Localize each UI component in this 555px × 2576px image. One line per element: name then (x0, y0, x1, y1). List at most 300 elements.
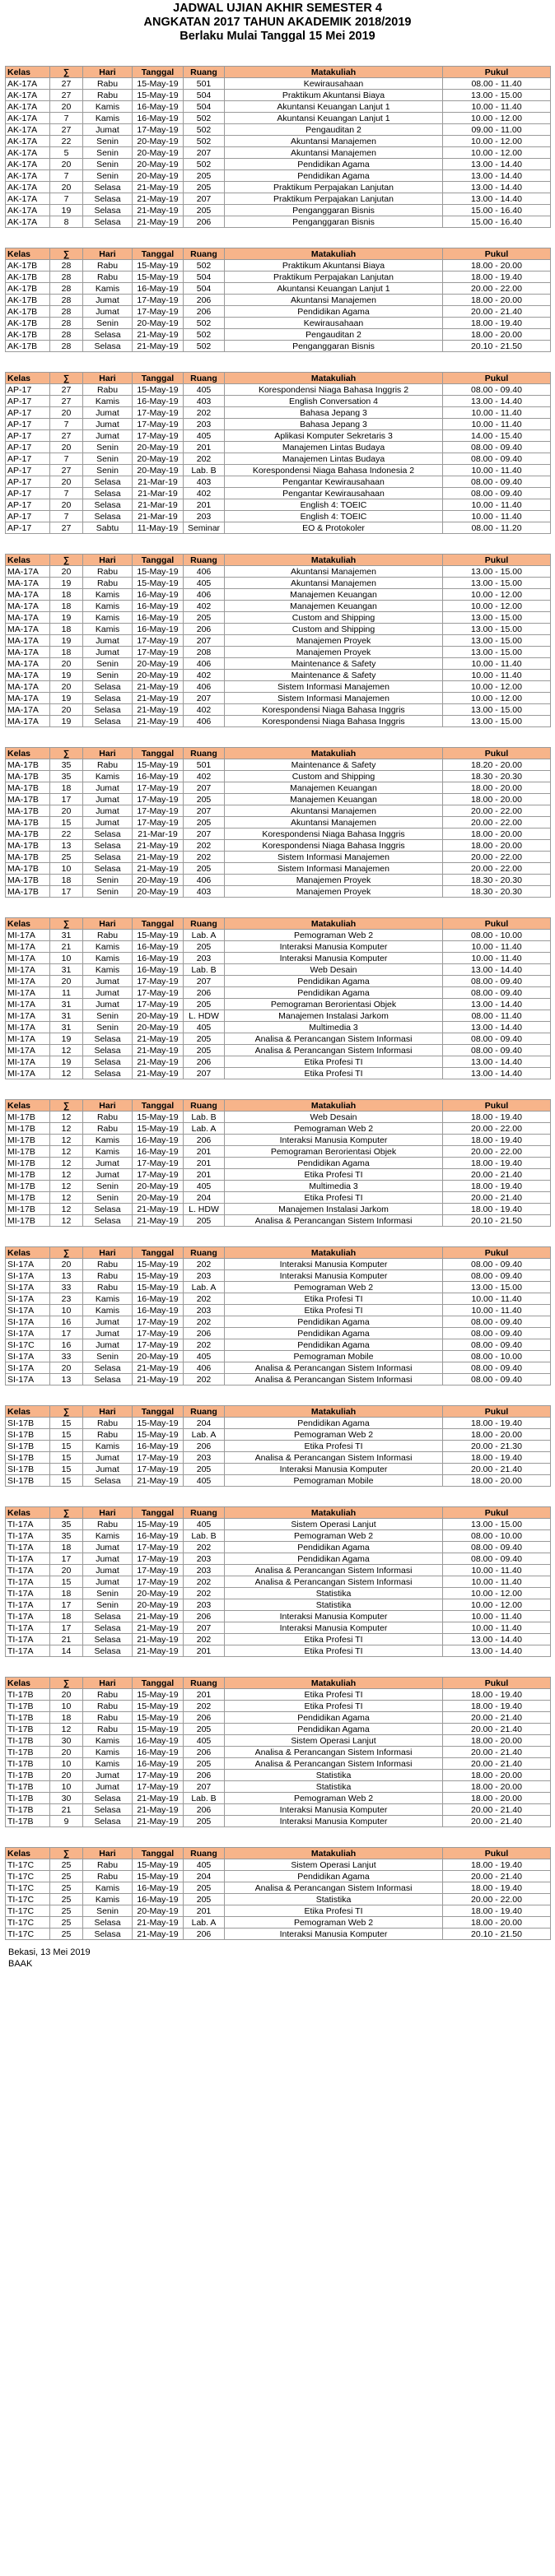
cell-pukul: 10.00 - 11.40 (443, 670, 551, 681)
cell-pukul: 08.00 - 10.00 (443, 1530, 551, 1542)
table-row (6, 1701, 551, 1712)
cell-matakuliah: Pendidikan Agama (225, 1712, 443, 1724)
cell-ruang: 502 (184, 260, 225, 272)
cell-kelas: AK-17B (6, 306, 50, 318)
cell-tanggal: 17-May-19 (133, 295, 184, 306)
cell-pukul: 18.30 - 20.30 (443, 875, 551, 886)
table-row (6, 318, 551, 329)
cell-jumlah: 19 (50, 612, 83, 624)
cell-hari: Senin (83, 442, 133, 453)
table-row (6, 1622, 551, 1634)
cell-tanggal: 17-May-19 (133, 1316, 184, 1328)
cell-matakuliah: Manajemen Keuangan (225, 794, 443, 805)
cell-tanggal: 17-May-19 (133, 976, 184, 987)
cell-hari: Rabu (83, 1112, 133, 1123)
cell-pukul: 20.00 - 21.40 (443, 1804, 551, 1816)
cell-tanggal: 16-May-19 (133, 589, 184, 601)
cell-matakuliah: Statistika (225, 1599, 443, 1611)
cell-kelas: TI-17B (6, 1781, 50, 1793)
cell-tanggal: 17-May-19 (133, 1339, 184, 1351)
table-row (6, 1929, 551, 1940)
cell-tanggal: 17-May-19 (133, 987, 184, 999)
column-header-tanggal: Tanggal (133, 1507, 184, 1519)
column-header-hari: Hari (83, 1247, 133, 1259)
column-header-pukul: Pukul (443, 248, 551, 260)
schedule-table (5, 917, 551, 1079)
cell-ruang: 206 (184, 1747, 225, 1758)
cell-ruang: 207 (184, 693, 225, 704)
cell-ruang: 207 (184, 805, 225, 817)
cell-hari: Rabu (83, 1418, 133, 1429)
cell-ruang: 201 (184, 1905, 225, 1917)
cell-tanggal: 21-May-19 (133, 182, 184, 193)
cell-matakuliah: Korespondensi Niaga Bahasa Inggris (225, 704, 443, 716)
cell-hari: Kamis (83, 1894, 133, 1905)
cell-kelas: AK-17A (6, 124, 50, 136)
cell-tanggal: 21-May-19 (133, 1215, 184, 1227)
cell-tanggal: 15-May-19 (133, 1282, 184, 1293)
cell-jumlah: 15 (50, 1418, 83, 1429)
cell-ruang: 206 (184, 987, 225, 999)
cell-tanggal: 21-May-19 (133, 704, 184, 716)
cell-ruang: 405 (184, 384, 225, 396)
cell-jumlah: 27 (50, 465, 83, 476)
column-header-kelas: Kelas (6, 1247, 50, 1259)
cell-ruang: 201 (184, 442, 225, 453)
cell-tanggal: 21-May-19 (133, 840, 184, 852)
cell-ruang: 202 (184, 852, 225, 863)
column-header-ruang: Ruang (184, 748, 225, 759)
cell-tanggal: 16-May-19 (133, 283, 184, 295)
cell-pukul: 13.00 - 14.40 (443, 1645, 551, 1657)
cell-kelas: MI-17A (6, 1010, 50, 1022)
cell-pukul: 18.00 - 20.00 (443, 828, 551, 840)
table-row (6, 578, 551, 589)
cell-hari: Kamis (83, 601, 133, 612)
cell-ruang: 201 (184, 1146, 225, 1158)
cell-jumlah: 27 (50, 124, 83, 136)
cell-matakuliah: Analisa & Perancangan Sistem Informasi (225, 1758, 443, 1770)
cell-tanggal: 15-May-19 (133, 1429, 184, 1441)
cell-tanggal: 20-May-19 (133, 1351, 184, 1362)
cell-tanggal: 16-May-19 (133, 1441, 184, 1452)
cell-ruang: 501 (184, 78, 225, 90)
cell-jumlah: 12 (50, 1123, 83, 1135)
table-row (6, 953, 551, 964)
signatory: BAAK (8, 1959, 33, 1969)
cell-ruang: 205 (184, 1045, 225, 1056)
cell-kelas: TI-17B (6, 1816, 50, 1827)
cell-pukul: 18.00 - 19.40 (443, 318, 551, 329)
cell-jumlah: 23 (50, 1293, 83, 1305)
cell-kelas: MI-17B (6, 1135, 50, 1146)
cell-kelas: MA-17A (6, 693, 50, 704)
cell-hari: Jumat (83, 782, 133, 794)
column-header-ruang: Ruang (184, 1678, 225, 1689)
cell-tanggal: 17-May-19 (133, 782, 184, 794)
cell-hari: Rabu (83, 1123, 133, 1135)
cell-tanggal: 15-May-19 (133, 1871, 184, 1882)
cell-matakuliah: Korespondensi Niaga Bahasa Inggris (225, 828, 443, 840)
cell-hari: Rabu (83, 1259, 133, 1270)
cell-jumlah: 19 (50, 670, 83, 681)
cell-tanggal: 21-May-19 (133, 852, 184, 863)
cell-kelas: SI-17A (6, 1316, 50, 1328)
cell-matakuliah: Interaksi Manusia Komputer (225, 1816, 443, 1827)
cell-matakuliah: Multimedia 3 (225, 1181, 443, 1192)
cell-kelas: AP-17 (6, 384, 50, 396)
column-header-tanggal: Tanggal (133, 248, 184, 260)
table-row (6, 1270, 551, 1282)
table-row (6, 1464, 551, 1475)
table-row (6, 1181, 551, 1192)
cell-pukul: 08.00 - 09.40 (443, 1374, 551, 1385)
cell-hari: Rabu (83, 272, 133, 283)
cell-pukul: 10.00 - 12.00 (443, 601, 551, 612)
cell-jumlah: 7 (50, 419, 83, 430)
cell-hari: Kamis (83, 283, 133, 295)
cell-ruang: 203 (184, 1553, 225, 1565)
schedule-table (5, 248, 551, 352)
cell-pukul: 18.00 - 20.00 (443, 1475, 551, 1487)
cell-jumlah: 7 (50, 113, 83, 124)
cell-ruang: 406 (184, 566, 225, 578)
cell-pukul: 18.00 - 20.00 (443, 840, 551, 852)
schedule-table (5, 1847, 551, 1940)
cell-kelas: TI-17B (6, 1793, 50, 1804)
cell-matakuliah: Analisa & Perancangan Sistem Informasi (225, 1362, 443, 1374)
cell-kelas: MI-17B (6, 1215, 50, 1227)
cell-ruang: 206 (184, 1712, 225, 1724)
column-header-jumlah: ∑ (50, 373, 83, 384)
cell-ruang: 205 (184, 1215, 225, 1227)
cell-hari: Selasa (83, 1045, 133, 1056)
cell-tanggal: 20-May-19 (133, 1192, 184, 1204)
cell-jumlah: 20 (50, 681, 83, 693)
cell-ruang: 502 (184, 329, 225, 341)
cell-matakuliah: Statistika (225, 1770, 443, 1781)
cell-jumlah: 25 (50, 1905, 83, 1917)
cell-jumlah: 18 (50, 875, 83, 886)
cell-kelas: MA-17B (6, 840, 50, 852)
cell-kelas: MI-17A (6, 987, 50, 999)
cell-pukul: 20.00 - 21.40 (443, 306, 551, 318)
cell-hari: Kamis (83, 1135, 133, 1146)
cell-kelas: AK-17A (6, 170, 50, 182)
cell-jumlah: 17 (50, 1328, 83, 1339)
cell-kelas: AK-17A (6, 205, 50, 216)
cell-pukul: 13.00 - 14.40 (443, 1068, 551, 1079)
cell-ruang: 202 (184, 1542, 225, 1553)
cell-kelas: SI-17B (6, 1452, 50, 1464)
table-row (6, 805, 551, 817)
table-row (6, 1305, 551, 1316)
cell-matakuliah: English Conversation 4 (225, 396, 443, 407)
cell-kelas: TI-17A (6, 1519, 50, 1530)
cell-hari: Selasa (83, 693, 133, 704)
table-row (6, 384, 551, 396)
cell-ruang: 201 (184, 499, 225, 511)
table-row (6, 1871, 551, 1882)
cell-matakuliah: Etika Profesi TI (225, 1905, 443, 1917)
cell-pukul: 08.00 - 09.40 (443, 1542, 551, 1553)
schedule-tables (5, 66, 550, 1940)
cell-hari: Kamis (83, 1293, 133, 1305)
table-row (6, 828, 551, 840)
cell-tanggal: 17-May-19 (133, 1542, 184, 1553)
cell-jumlah: 27 (50, 78, 83, 90)
table-row (6, 1022, 551, 1033)
cell-jumlah: 22 (50, 828, 83, 840)
cell-matakuliah: Web Desain (225, 1112, 443, 1123)
table-row (6, 601, 551, 612)
cell-tanggal: 15-May-19 (133, 78, 184, 90)
cell-hari: Kamis (83, 1758, 133, 1770)
cell-hari: Kamis (83, 113, 133, 124)
cell-matakuliah: Etika Profesi TI (225, 1645, 443, 1657)
cell-jumlah: 28 (50, 260, 83, 272)
cell-hari: Selasa (83, 681, 133, 693)
cell-kelas: AP-17 (6, 430, 50, 442)
cell-tanggal: 21-Mar-19 (133, 511, 184, 522)
cell-ruang: 205 (184, 612, 225, 624)
cell-ruang: 502 (184, 113, 225, 124)
column-header-hari: Hari (83, 67, 133, 78)
cell-kelas: AK-17B (6, 295, 50, 306)
cell-matakuliah: Interaksi Manusia Komputer (225, 953, 443, 964)
cell-matakuliah: Manajemen Proyek (225, 635, 443, 647)
column-header-kelas: Kelas (6, 555, 50, 566)
cell-kelas: TI-17B (6, 1712, 50, 1724)
cell-kelas: TI-17A (6, 1634, 50, 1645)
cell-matakuliah: Maintenance & Safety (225, 670, 443, 681)
cell-ruang: 205 (184, 1758, 225, 1770)
cell-ruang: 205 (184, 863, 225, 875)
cell-tanggal: 20-May-19 (133, 442, 184, 453)
cell-pukul: 10.00 - 11.40 (443, 1611, 551, 1622)
cell-jumlah: 7 (50, 170, 83, 182)
cell-kelas: MA-17A (6, 566, 50, 578)
cell-ruang: Lab. B (184, 465, 225, 476)
cell-hari: Jumat (83, 1464, 133, 1475)
table-row (6, 1576, 551, 1588)
table-row (6, 1293, 551, 1305)
cell-tanggal: 21-May-19 (133, 1475, 184, 1487)
cell-tanggal: 21-May-19 (133, 329, 184, 341)
cell-ruang: Lab. B (184, 1112, 225, 1123)
cell-pukul: 08.00 - 09.40 (443, 384, 551, 396)
cell-tanggal: 21-May-19 (133, 1816, 184, 1827)
cell-matakuliah: Interaksi Manusia Komputer (225, 1270, 443, 1282)
cell-ruang: 202 (184, 1701, 225, 1712)
cell-kelas: MA-17A (6, 658, 50, 670)
table-row (6, 1441, 551, 1452)
cell-jumlah: 19 (50, 578, 83, 589)
cell-pukul: 08.00 - 09.40 (443, 987, 551, 999)
cell-hari: Rabu (83, 1689, 133, 1701)
table-row (6, 976, 551, 987)
cell-pukul: 10.00 - 11.40 (443, 407, 551, 419)
cell-pukul: 10.00 - 11.40 (443, 465, 551, 476)
cell-jumlah: 8 (50, 216, 83, 228)
cell-tanggal: 20-May-19 (133, 1599, 184, 1611)
cell-tanggal: 20-May-19 (133, 465, 184, 476)
table-row (6, 1429, 551, 1441)
cell-matakuliah: Etika Profesi TI (225, 1293, 443, 1305)
schedule-table (5, 1099, 551, 1227)
cell-tanggal: 15-May-19 (133, 1689, 184, 1701)
cell-ruang: 203 (184, 953, 225, 964)
cell-kelas: AK-17A (6, 182, 50, 193)
cell-hari: Senin (83, 170, 133, 182)
cell-pukul: 08.00 - 09.40 (443, 442, 551, 453)
cell-ruang: 203 (184, 419, 225, 430)
cell-ruang: 502 (184, 124, 225, 136)
cell-pukul: 18.00 - 20.00 (443, 1917, 551, 1929)
cell-ruang: 504 (184, 101, 225, 113)
column-header-jumlah: ∑ (50, 1247, 83, 1259)
cell-ruang: 202 (184, 453, 225, 465)
cell-matakuliah: Kewirausahaan (225, 78, 443, 90)
cell-hari: Selasa (83, 1645, 133, 1657)
cell-hari: Selasa (83, 1362, 133, 1374)
table-row (6, 522, 551, 534)
column-header-hari: Hari (83, 373, 133, 384)
table-header-row (6, 1406, 551, 1418)
cell-pukul: 13.00 - 15.00 (443, 716, 551, 727)
cell-hari: Selasa (83, 828, 133, 840)
cell-hari: Selasa (83, 1056, 133, 1068)
cell-tanggal: 16-May-19 (133, 1530, 184, 1542)
cell-pukul: 18.00 - 19.40 (443, 1204, 551, 1215)
section-gap (5, 534, 550, 554)
cell-matakuliah: Pendidikan Agama (225, 1553, 443, 1565)
cell-kelas: AK-17B (6, 329, 50, 341)
cell-kelas: TI-17A (6, 1588, 50, 1599)
cell-kelas: MA-17A (6, 670, 50, 681)
cell-ruang: 202 (184, 1634, 225, 1645)
cell-ruang: 208 (184, 647, 225, 658)
cell-ruang: 206 (184, 1804, 225, 1816)
cell-kelas: MA-17B (6, 886, 50, 898)
cell-kelas: MA-17A (6, 681, 50, 693)
section-gap (5, 1657, 550, 1677)
cell-kelas: TI-17C (6, 1871, 50, 1882)
table-row (6, 1816, 551, 1827)
cell-kelas: MI-17A (6, 953, 50, 964)
table-row (6, 1724, 551, 1735)
column-header-matakuliah: Matakuliah (225, 748, 443, 759)
cell-hari: Senin (83, 136, 133, 147)
cell-pukul: 08.00 - 10.00 (443, 930, 551, 941)
cell-ruang: 202 (184, 840, 225, 852)
cell-matakuliah: Pendidikan Agama (225, 1328, 443, 1339)
section-gap (5, 1487, 550, 1506)
cell-kelas: MI-17B (6, 1123, 50, 1135)
column-header-ruang: Ruang (184, 1406, 225, 1418)
cell-tanggal: 21-May-19 (133, 716, 184, 727)
cell-hari: Jumat (83, 976, 133, 987)
cell-matakuliah: Bahasa Jepang 3 (225, 419, 443, 430)
schedule-table (5, 372, 551, 534)
cell-kelas: MI-17A (6, 1022, 50, 1033)
table-row (6, 1158, 551, 1169)
cell-kelas: TI-17A (6, 1599, 50, 1611)
column-header-matakuliah: Matakuliah (225, 1247, 443, 1259)
cell-kelas: MA-17B (6, 805, 50, 817)
cell-ruang: 205 (184, 1894, 225, 1905)
cell-jumlah: 28 (50, 341, 83, 352)
cell-tanggal: 20-May-19 (133, 453, 184, 465)
cell-ruang: 402 (184, 601, 225, 612)
cell-jumlah: 19 (50, 1033, 83, 1045)
table-row (6, 1204, 551, 1215)
cell-ruang: 203 (184, 1565, 225, 1576)
column-header-jumlah: ∑ (50, 1100, 83, 1112)
cell-hari: Selasa (83, 1475, 133, 1487)
cell-tanggal: 21-May-19 (133, 1929, 184, 1940)
cell-matakuliah: Analisa & Perancangan Sistem Informasi (225, 1747, 443, 1758)
table-row (6, 442, 551, 453)
cell-kelas: AK-17A (6, 101, 50, 113)
cell-hari: Senin (83, 875, 133, 886)
cell-pukul: 10.00 - 11.40 (443, 499, 551, 511)
table-row (6, 681, 551, 693)
cell-ruang: 202 (184, 1374, 225, 1385)
cell-jumlah: 27 (50, 396, 83, 407)
cell-tanggal: 16-May-19 (133, 941, 184, 953)
cell-hari: Rabu (83, 1429, 133, 1441)
table-row (6, 101, 551, 113)
cell-jumlah: 27 (50, 384, 83, 396)
cell-pukul: 13.00 - 14.40 (443, 159, 551, 170)
cell-kelas: MI-17A (6, 964, 50, 976)
column-header-matakuliah: Matakuliah (225, 1100, 443, 1112)
cell-pukul: 13.00 - 14.40 (443, 182, 551, 193)
cell-ruang: Lab. A (184, 1429, 225, 1441)
cell-jumlah: 10 (50, 1305, 83, 1316)
cell-tanggal: 21-Mar-19 (133, 488, 184, 499)
cell-pukul: 18.00 - 20.00 (443, 1793, 551, 1804)
cell-hari: Senin (83, 318, 133, 329)
table-row (6, 430, 551, 442)
cell-ruang: 405 (184, 1735, 225, 1747)
table-row (6, 1045, 551, 1056)
cell-hari: Kamis (83, 771, 133, 782)
cell-kelas: SI-17A (6, 1305, 50, 1316)
cell-matakuliah: Sistem Informasi Manajemen (225, 681, 443, 693)
column-header-matakuliah: Matakuliah (225, 1507, 443, 1519)
table-row (6, 589, 551, 601)
cell-hari: Rabu (83, 759, 133, 771)
column-header-hari: Hari (83, 1100, 133, 1112)
table-row (6, 999, 551, 1010)
cell-hari: Selasa (83, 1204, 133, 1215)
cell-hari: Senin (83, 886, 133, 898)
cell-hari: Rabu (83, 260, 133, 272)
cell-matakuliah: Akuntansi Manajemen (225, 566, 443, 578)
cell-jumlah: 25 (50, 852, 83, 863)
cell-tanggal: 20-May-19 (133, 1905, 184, 1917)
cell-hari: Selasa (83, 476, 133, 488)
table-row (6, 1033, 551, 1045)
column-header-matakuliah: Matakuliah (225, 248, 443, 260)
cell-tanggal: 11-May-19 (133, 522, 184, 534)
cell-tanggal: 20-May-19 (133, 875, 184, 886)
cell-kelas: AK-17B (6, 260, 50, 272)
column-header-kelas: Kelas (6, 248, 50, 260)
cell-jumlah: 20 (50, 976, 83, 987)
